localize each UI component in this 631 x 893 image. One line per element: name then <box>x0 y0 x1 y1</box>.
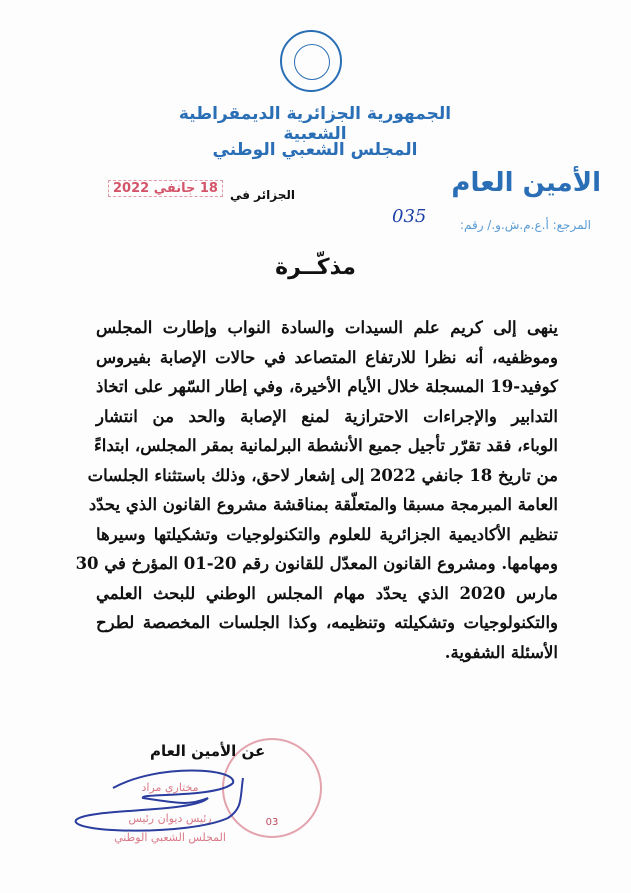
place-label: الجزائر في <box>230 188 295 202</box>
stamp-number: 03 <box>265 817 279 828</box>
handwritten-signature <box>68 758 268 838</box>
body-line: كوفيد-19 المسجلة خلال الأيام الأخيرة، وفي إطار السّهر على اتخاذ <box>96 377 558 396</box>
assembly-heading: المجلس الشعبي الوطني <box>212 140 418 160</box>
body-line: العامة المبرمجة مسبقا والمتعلّقة بمناقشة مشروع القانون الذي يحدّد <box>88 495 558 514</box>
signatory-role: رئيس ديوان رئيس <box>128 812 212 825</box>
body-line: الوباء، فقد تقرّر تأجيل جميع الأنشطة البرلمانية بمقر المجلس، ابتداءً <box>94 436 558 455</box>
body-line: وموظفيه، أنه نظرا للارتفاع المتصاعد في حالات الإصابة بفيروس <box>96 347 558 367</box>
body-line: الأسئلة الشفوية. <box>444 642 558 662</box>
national-emblem-seal-icon <box>280 30 342 92</box>
body-line: من تاريخ 18 جانفي 2022 إلى إشعار لاحق، وذلك باستثناء الجلسات <box>87 465 558 485</box>
signatory-role: المجلس الشعبي الوطني <box>114 831 226 844</box>
reference-label: المرجع: أ.ع.م.ش.و./ رقم: <box>459 218 591 232</box>
body-line: التدابير والإجراءات الاحترازية لمنع الإصابة والحد من انتشار <box>96 406 558 426</box>
body-line: تنظيم الأكاديمية الجزائرية للعلوم والتكنولوجيات وتشكيلتها وسيرها <box>96 524 558 544</box>
reference-number: 035 <box>392 206 427 227</box>
date-stamp: 18 جانفي 2022 <box>108 180 223 197</box>
body-line: مارس 2020 الذي يحدّد مهام المجلس الوطني للبحث العلمي <box>96 583 558 603</box>
memo-body <box>75 318 558 672</box>
body-line: والتكنولوجيات وتشكيلته وتنظيمه، وكذا الجلسات المخصصة لطرح <box>96 613 558 632</box>
memo-title: مذكّــرة <box>275 255 356 280</box>
body-line: ومهامها. ومشروع القانون المعدّل للقانون رقم 20-01 المؤرخ في 30 <box>75 554 558 573</box>
secretary-general-heading: الأمين العام <box>451 168 601 198</box>
signatory-name: مختاري مراد <box>141 781 199 794</box>
republic-heading: الجمهورية الجزائرية الديمقراطية الشعبية <box>178 104 452 144</box>
body-line: ينهى إلى كريم علم السيدات والسادة النواب وإطارت المجلس <box>96 318 558 337</box>
on-behalf-label: عن الأمين العام <box>150 742 266 760</box>
